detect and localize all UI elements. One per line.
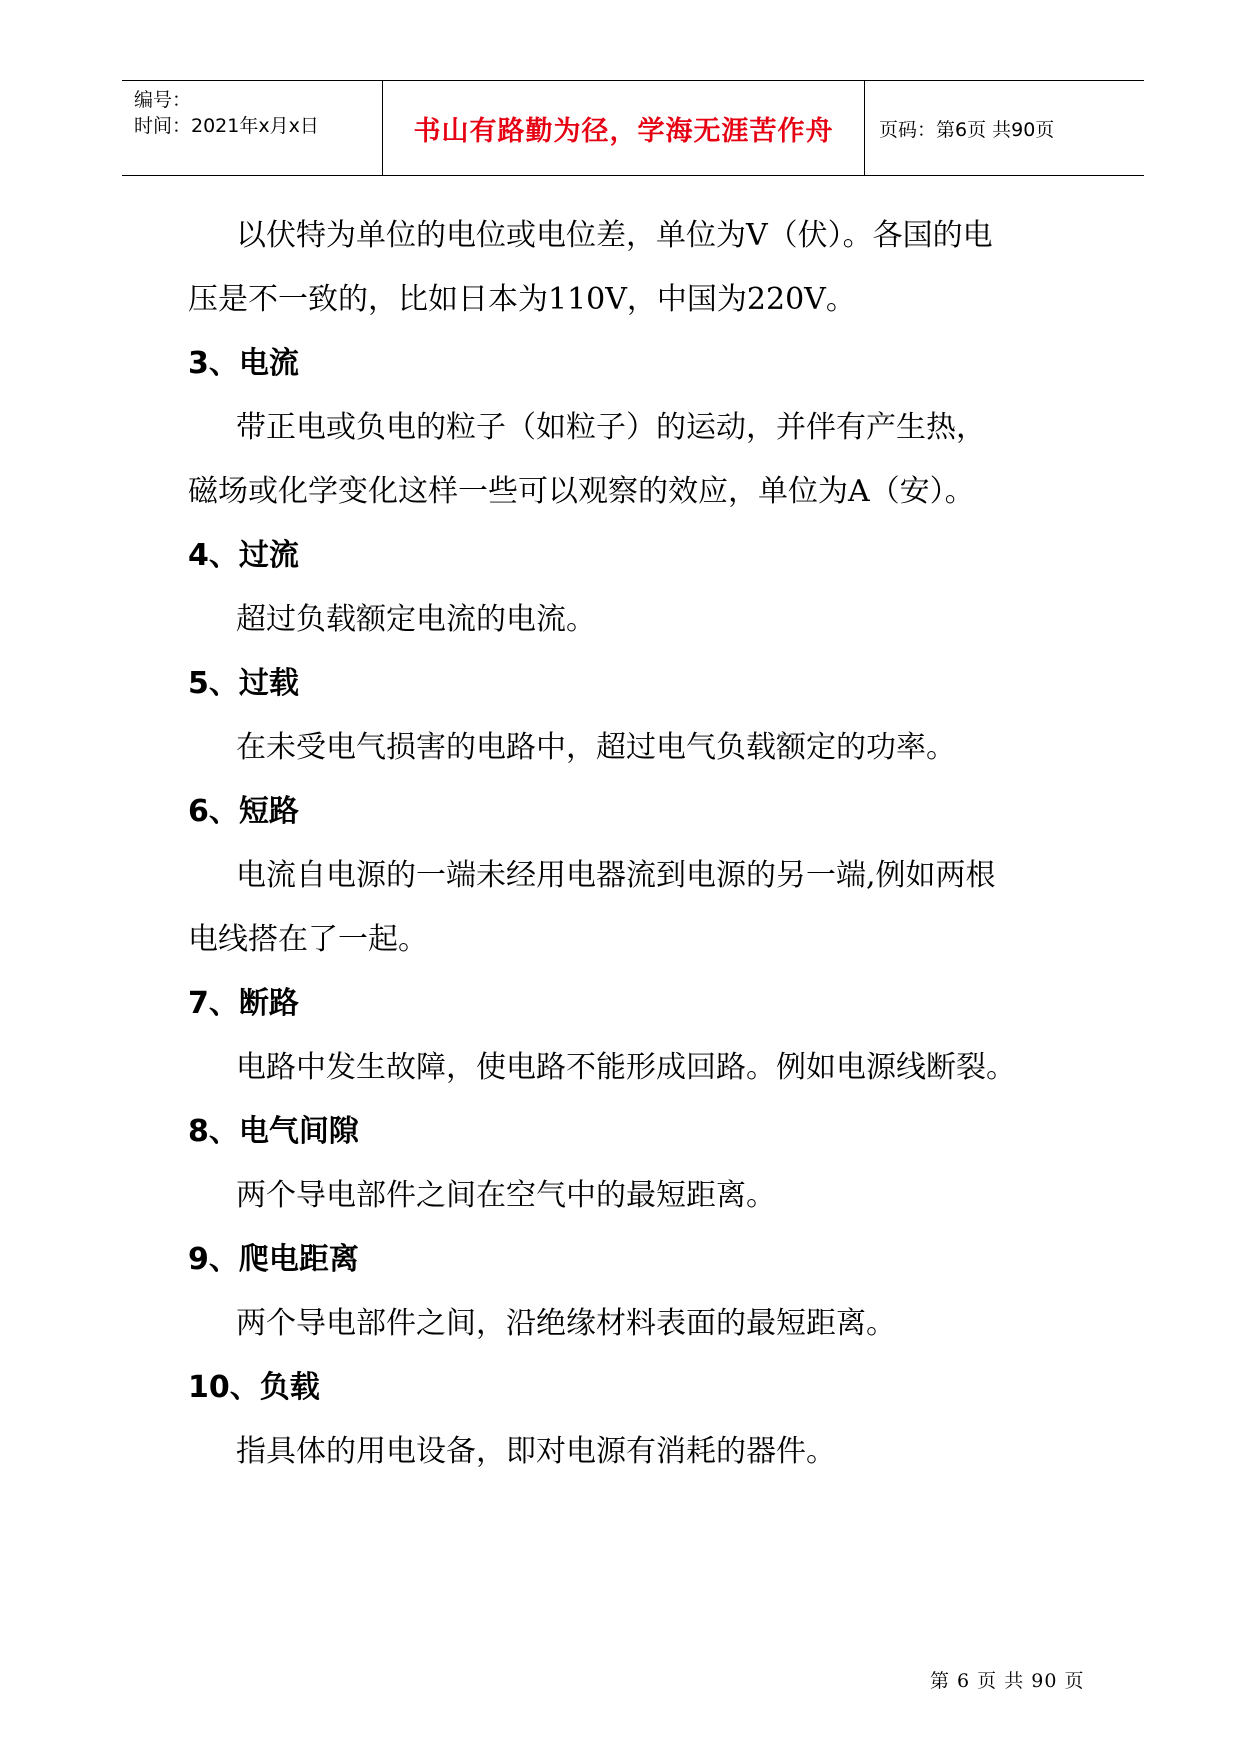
- paragraph: 两个导电部件之间，沿绝缘材料表面的最短距离。: [236, 1306, 896, 1341]
- paragraph: 电线搭在了一起。: [188, 922, 428, 957]
- section-heading: 3、电流: [188, 346, 299, 381]
- number-label: 编号：: [134, 89, 192, 111]
- paragraph: 电流自电源的一端未经用电器流到电源的另一端,例如两根: [236, 858, 996, 893]
- section-heading: 6、短路: [188, 794, 299, 829]
- header-meta: [122, 81, 382, 175]
- paragraph: 两个导电部件之间在空气中的最短距离。: [236, 1178, 776, 1213]
- section-heading: 8、电气间隙: [188, 1114, 359, 1149]
- document-body: [188, 204, 1088, 1484]
- paragraph: 电路中发生故障，使电路不能形成回路。例如电源线断裂。: [236, 1050, 1016, 1085]
- section-heading: 10、负载: [188, 1370, 320, 1405]
- section-heading: 5、过载: [188, 666, 299, 701]
- section-heading: 7、断路: [188, 986, 299, 1021]
- paragraph: 指具体的用电设备，即对电源有消耗的器件。: [236, 1434, 836, 1469]
- paragraph: 在未受电气损害的电路中，超过电气负载额定的功率。: [236, 730, 956, 765]
- page-footer: 第 6 页 共 90 页: [930, 1670, 1085, 1692]
- paragraph: 超过负载额定电流的电流。: [236, 602, 596, 637]
- time-label: 时间：2021年x月x日: [134, 115, 319, 137]
- paragraph: 带正电或负电的粒子（如粒子）的运动，并伴有产生热，: [236, 410, 986, 445]
- header-motto: 书山有路勤为径，学海无涯苦作舟: [382, 81, 865, 175]
- section-heading: 9、爬电距离: [188, 1242, 359, 1277]
- paragraph: 磁场或化学变化这样一些可以观察的效应，单位为A（安）。: [188, 474, 975, 509]
- page-header: [122, 80, 1144, 176]
- paragraph: 压是不一致的，比如日本为110V，中国为220V。: [188, 282, 856, 317]
- paragraph: 以伏特为单位的电位或电位差，单位为V（伏）。各国的电: [236, 218, 993, 253]
- header-page-code: 页码：第6页 共90页: [879, 118, 1055, 141]
- section-heading: 4、过流: [188, 538, 299, 573]
